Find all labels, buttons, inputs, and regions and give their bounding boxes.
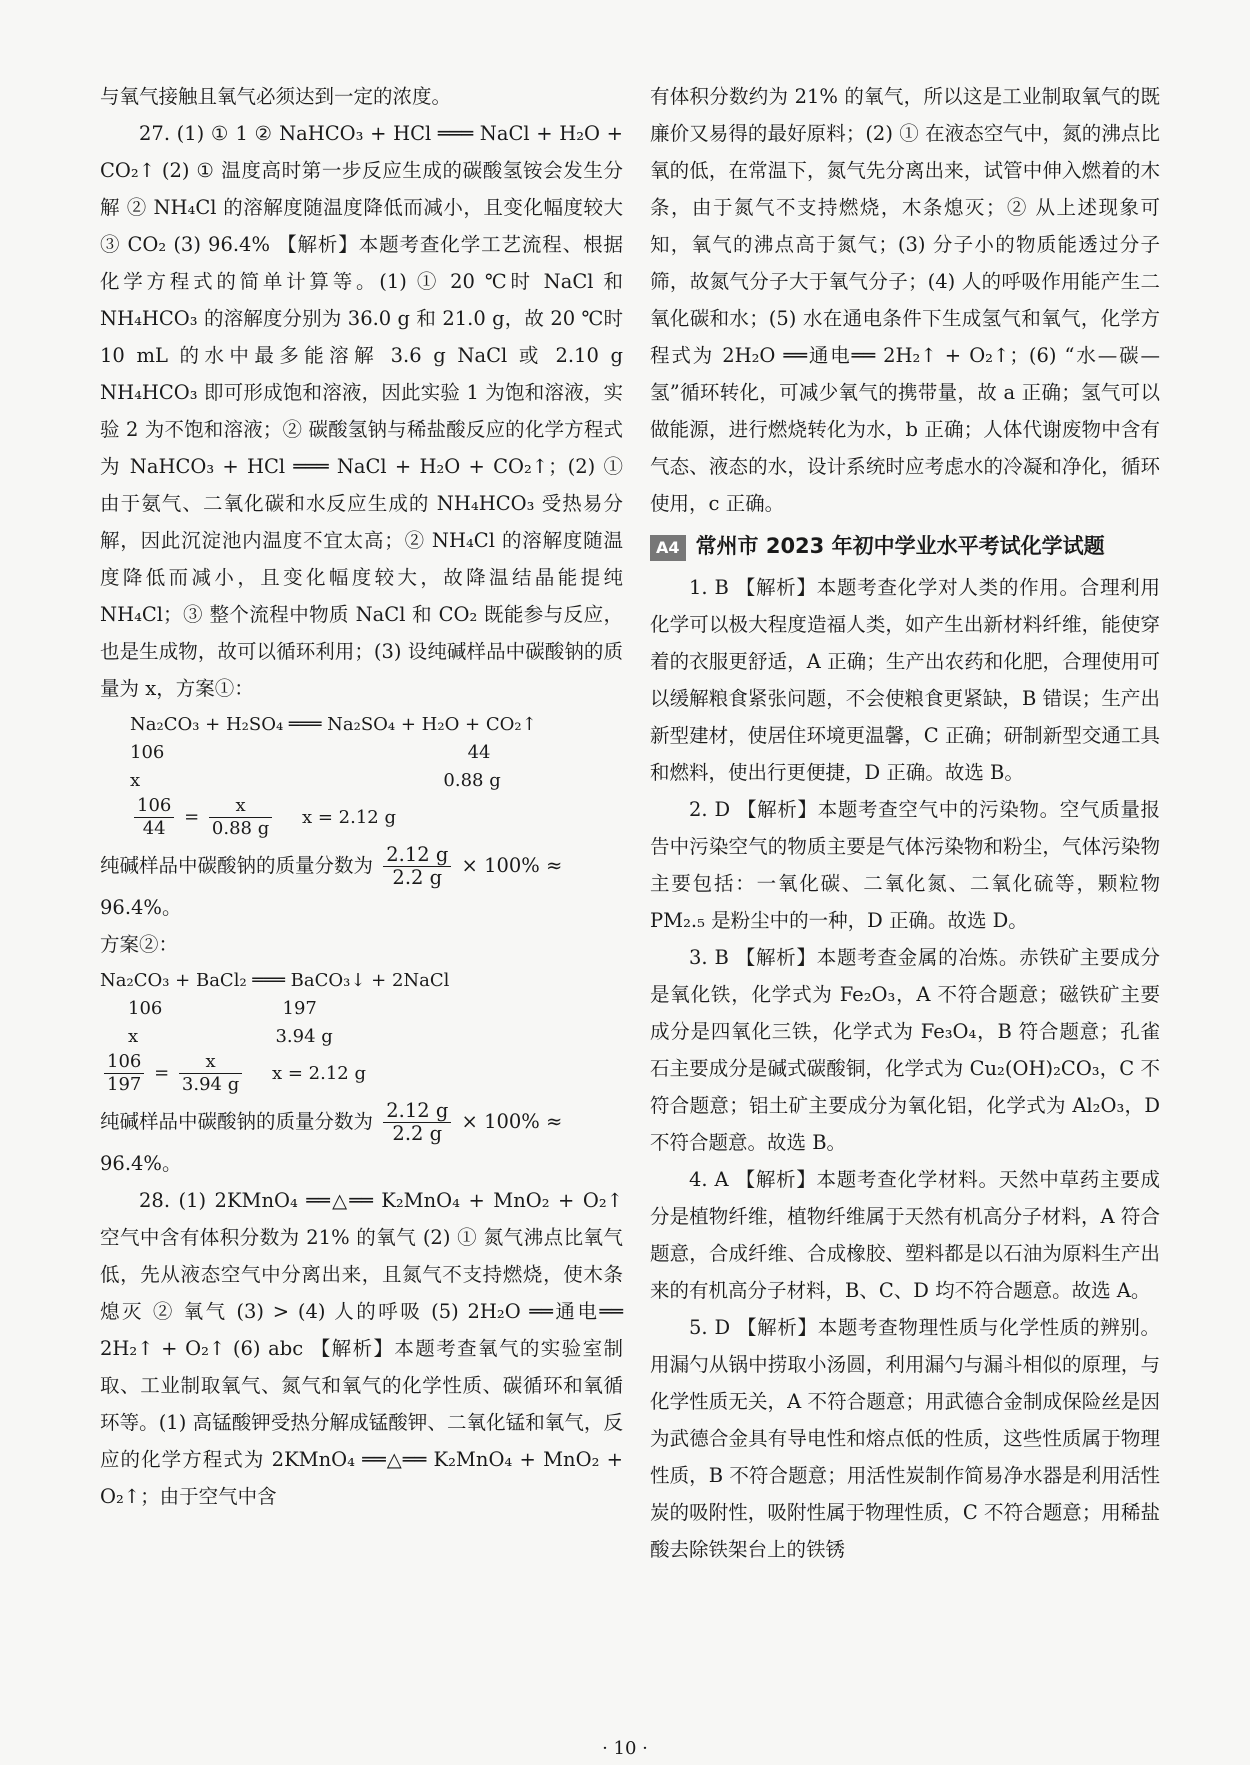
section-heading — [650, 528, 1160, 565]
mass-fraction-1-num: 2.12 g — [383, 844, 451, 867]
ratio-1 — [130, 795, 623, 840]
result-2: 96.4%。 — [100, 1152, 182, 1175]
section-badge: A4 — [650, 535, 686, 561]
mass-fraction-1-tail: × 100% ≈ — [461, 854, 563, 877]
left-column — [100, 78, 623, 1515]
answer-1: 1. B 【解析】本题考查化学对人类的作用。合理利用化学可以极大程度造福人类，如产生出新材料纤维，能使穿着的衣服更舒适，A 正确；生产出农药和化肥，合理使用可以缓解粮食紧张问题，不会使粮食更紧缺，B 错误；生产出新型建材，使居住环境更温馨，C 正确；研制新型交通工具和燃料，使出行更便捷，D 正确。故选 B。 — [650, 576, 1160, 784]
answer-28: 28. (1) 2KMnO₄ ══△══ K₂MnO₄ + MnO₂ + O₂↑ 空气中含有体积分数为 21% 的氧气 (2) ① 氮气沸点比氧气低，先从液态空气中分离出来，且氮气不支持燃烧，使木条熄灭 ② 氧气 (3) > (4) 人的呼吸 (5) 2H₂O ══通电══ 2H₂↑ + O₂↑ (6) abc 【解析】本题考查氧气的实验室制取、工业制取氧气、氮气和氧气的化学性质、碳循环和氧循环等。(1) 高锰酸钾受热分解成锰酸钾、二氧化锰和氧气，反应的化学方程式为 2KMnO₄ ══△══ K₂MnO₄ + MnO₂ + O₂↑；由于空气中含 — [100, 1189, 623, 1508]
equation-2-variables: x 3.94 g — [128, 1026, 333, 1047]
ratio-2-left — [104, 1051, 144, 1096]
ratio-1-right-den: 0.88 g — [211, 818, 270, 839]
mass-fraction-1 — [100, 844, 623, 889]
mass-fraction-2-text: 纯碱样品中碳酸钠的质量分数为 — [100, 1110, 374, 1133]
equation-2-masses: 106 197 — [128, 998, 317, 1019]
section-title: 常州市 2023 年初中学业水平考试化学试题 — [695, 534, 1105, 558]
ratio-1-left-den: 44 — [142, 818, 166, 839]
calculation-scheme-2 — [100, 967, 623, 1096]
ratio-2-left-num: 106 — [104, 1051, 144, 1074]
result-1: 96.4%。 — [100, 896, 182, 919]
mass-fraction-2-num: 2.12 g — [383, 1100, 451, 1123]
mass-fraction-2-tail: × 100% ≈ — [461, 1110, 563, 1133]
equation-2: Na₂CO₃ + BaCl₂ ═══ BaCO₃↓ + 2NaCl — [100, 970, 450, 991]
equation-1-variables: x 0.88 g — [130, 770, 501, 791]
equation-1: Na₂CO₃ + H₂SO₄ ═══ Na₂SO₄ + H₂O + CO₂↑ — [130, 714, 537, 735]
mass-fraction-1-fraction — [383, 844, 451, 889]
ratio-1-result: x = 2.12 g — [301, 806, 396, 828]
ratio-2-equals: = — [154, 1062, 170, 1084]
mass-fraction-1-text: 纯碱样品中碳酸钠的质量分数为 — [100, 854, 374, 877]
answer-2: 2. D 【解析】本题考查空气中的污染物。空气质量报告中污染空气的物质主要是气体污染物和粉尘，气体污染物主要包括：一氧化碳、二氧化氮、二氧化硫等，颗粒物 PM₂.₅ 是粉尘中的一种，D 正确。故选 D。 — [650, 798, 1160, 932]
answer-3: 3. B 【解析】本题考查金属的冶炼。赤铁矿主要成分是氧化铁，化学式为 Fe₂O₃，A 不符合题意；磁铁矿主要成分是四氧化三铁，化学式为 Fe₃O₄，B 符合题意；孔雀石主要成分是碱式碳酸铜，化学式为 Cu₂(OH)₂CO₃，C 不符合题意；铝土矿主要成分为氧化铝，化学式为 Al₂O₃，D 不符合题意。故选 B。 — [650, 946, 1160, 1154]
equation-1-masses: 106 44 — [130, 742, 491, 763]
ratio-1-equals: = — [184, 806, 200, 828]
page-number: · 10 · — [602, 1738, 648, 1759]
ratio-2-left-den: 197 — [107, 1074, 142, 1095]
ratio-1-left-num: 106 — [134, 795, 174, 818]
right-column — [650, 78, 1160, 1568]
ratio-2-result: x = 2.12 g — [271, 1062, 366, 1084]
ratio-2-right — [179, 1051, 242, 1096]
answer-5: 5. D 【解析】本题考查物理性质与化学性质的辨别。用漏勺从锅中捞取小汤圆，利用漏勺与漏斗相似的原理，与化学性质无关，A 不符合题意；用武德合金制成保险丝是因为武德合金具有导电性和熔点低的性质，这些性质属于物理性质，B 不符合题意；用活性炭制作简易净水器是利用活性炭的吸附性，吸附性属于物理性质，C 不符合题意；用稀盐酸去除铁架台上的铁锈 — [650, 1316, 1160, 1561]
scheme-2-label: 方案②： — [100, 933, 179, 956]
ratio-2 — [100, 1051, 623, 1096]
mass-fraction-2-fraction — [383, 1100, 451, 1145]
mass-fraction-2-den: 2.2 g — [392, 1122, 443, 1145]
ratio-1-right — [209, 795, 272, 840]
ratio-1-right-num: x — [209, 795, 272, 818]
ratio-1-left — [134, 795, 174, 840]
left-paragraph-1: 与氧气接触且氧气必须达到一定的浓度。 — [100, 85, 452, 108]
mass-fraction-2 — [100, 1100, 623, 1145]
answer-4: 4. A 【解析】本题考查化学材料。天然中草药主要成分是植物纤维，植物纤维属于天然有机高分子材料，A 符合题意，合成纤维、合成橡胶、塑料都是以石油为原料生产出来的有机高分子材料，B、C、D 均不符合题意。故选 A。 — [650, 1168, 1160, 1302]
ratio-2-right-den: 3.94 g — [181, 1074, 240, 1095]
answer-27: 27. (1) ① 1 ② NaHCO₃ + HCl ═══ NaCl + H₂O + CO₂↑ (2) ① 温度高时第一步反应生成的碳酸氢铵会发生分解 ② NH₄Cl 的溶解度随温度降低而减小，且变化幅度较大 ③ CO₂ (3) 96.4% 【解析】本题考查化学工艺流程、根据化学方程式的简单计算等。(1) ① 20 ℃时 NaCl 和 NH₄HCO₃ 的溶解度分别为 36.0 g 和 21.0 g，故 20 ℃时 10 mL 的水中最多能溶解 3.6 g NaCl 或 2.10 g NH₄HCO₃ 即可形成饱和溶液，因此实验 1 为饱和溶液，实验 2 为不饱和溶液；② 碳酸氢钠与稀盐酸反应的化学方程式为 NaHCO₃ + HCl ═══ NaCl + H₂O + CO₂↑；(2) ① 由于氨气、二氧化碳和水反应生成的 NH₄HCO₃ 受热易分解，因此沉淀池内温度不宜太高；② NH₄Cl 的溶解度随温度降低而减小，且变化幅度较大，故降温结晶能提纯 NH₄Cl；③ 整个流程中物质 NaCl 和 CO₂ 既能参与反应，也是生成物，故可以循环利用；(3) 设纯碱样品中碳酸钠的质量为 x，方案①： — [100, 122, 623, 700]
ratio-2-right-num: x — [179, 1051, 242, 1074]
mass-fraction-1-den: 2.2 g — [392, 866, 443, 889]
calculation-scheme-1 — [100, 711, 623, 840]
right-paragraph-1: 有体积分数约为 21% 的氧气，所以这是工业制取氧气的既廉价又易得的最好原料；(2) ① 在液态空气中，氮的沸点比氧的低，在常温下，氮气先分离出来，试管中伸入燃着的木条，由于氮气不支持燃烧，木条熄灭；② 从上述现象可知，氧气的沸点高于氮气；(3) 分子小的物质能透过分子筛，故氮气分子大于氧气分子；(4) 人的呼吸作用能产生二氧化碳和水；(5) 水在通电条件下生成氢气和氧气，化学方程式为 2H₂O ══通电══ 2H₂↑ + O₂↑；(6) “水—碳—氢”循环转化，可减少氧气的携带量，故 a 正确；氢气可以做能源，进行燃烧转化为水，b 正确；人体代谢废物中含有气态、液态的水，设计系统时应考虑水的冷凝和净化，循环使用，c 正确。 — [650, 85, 1160, 515]
